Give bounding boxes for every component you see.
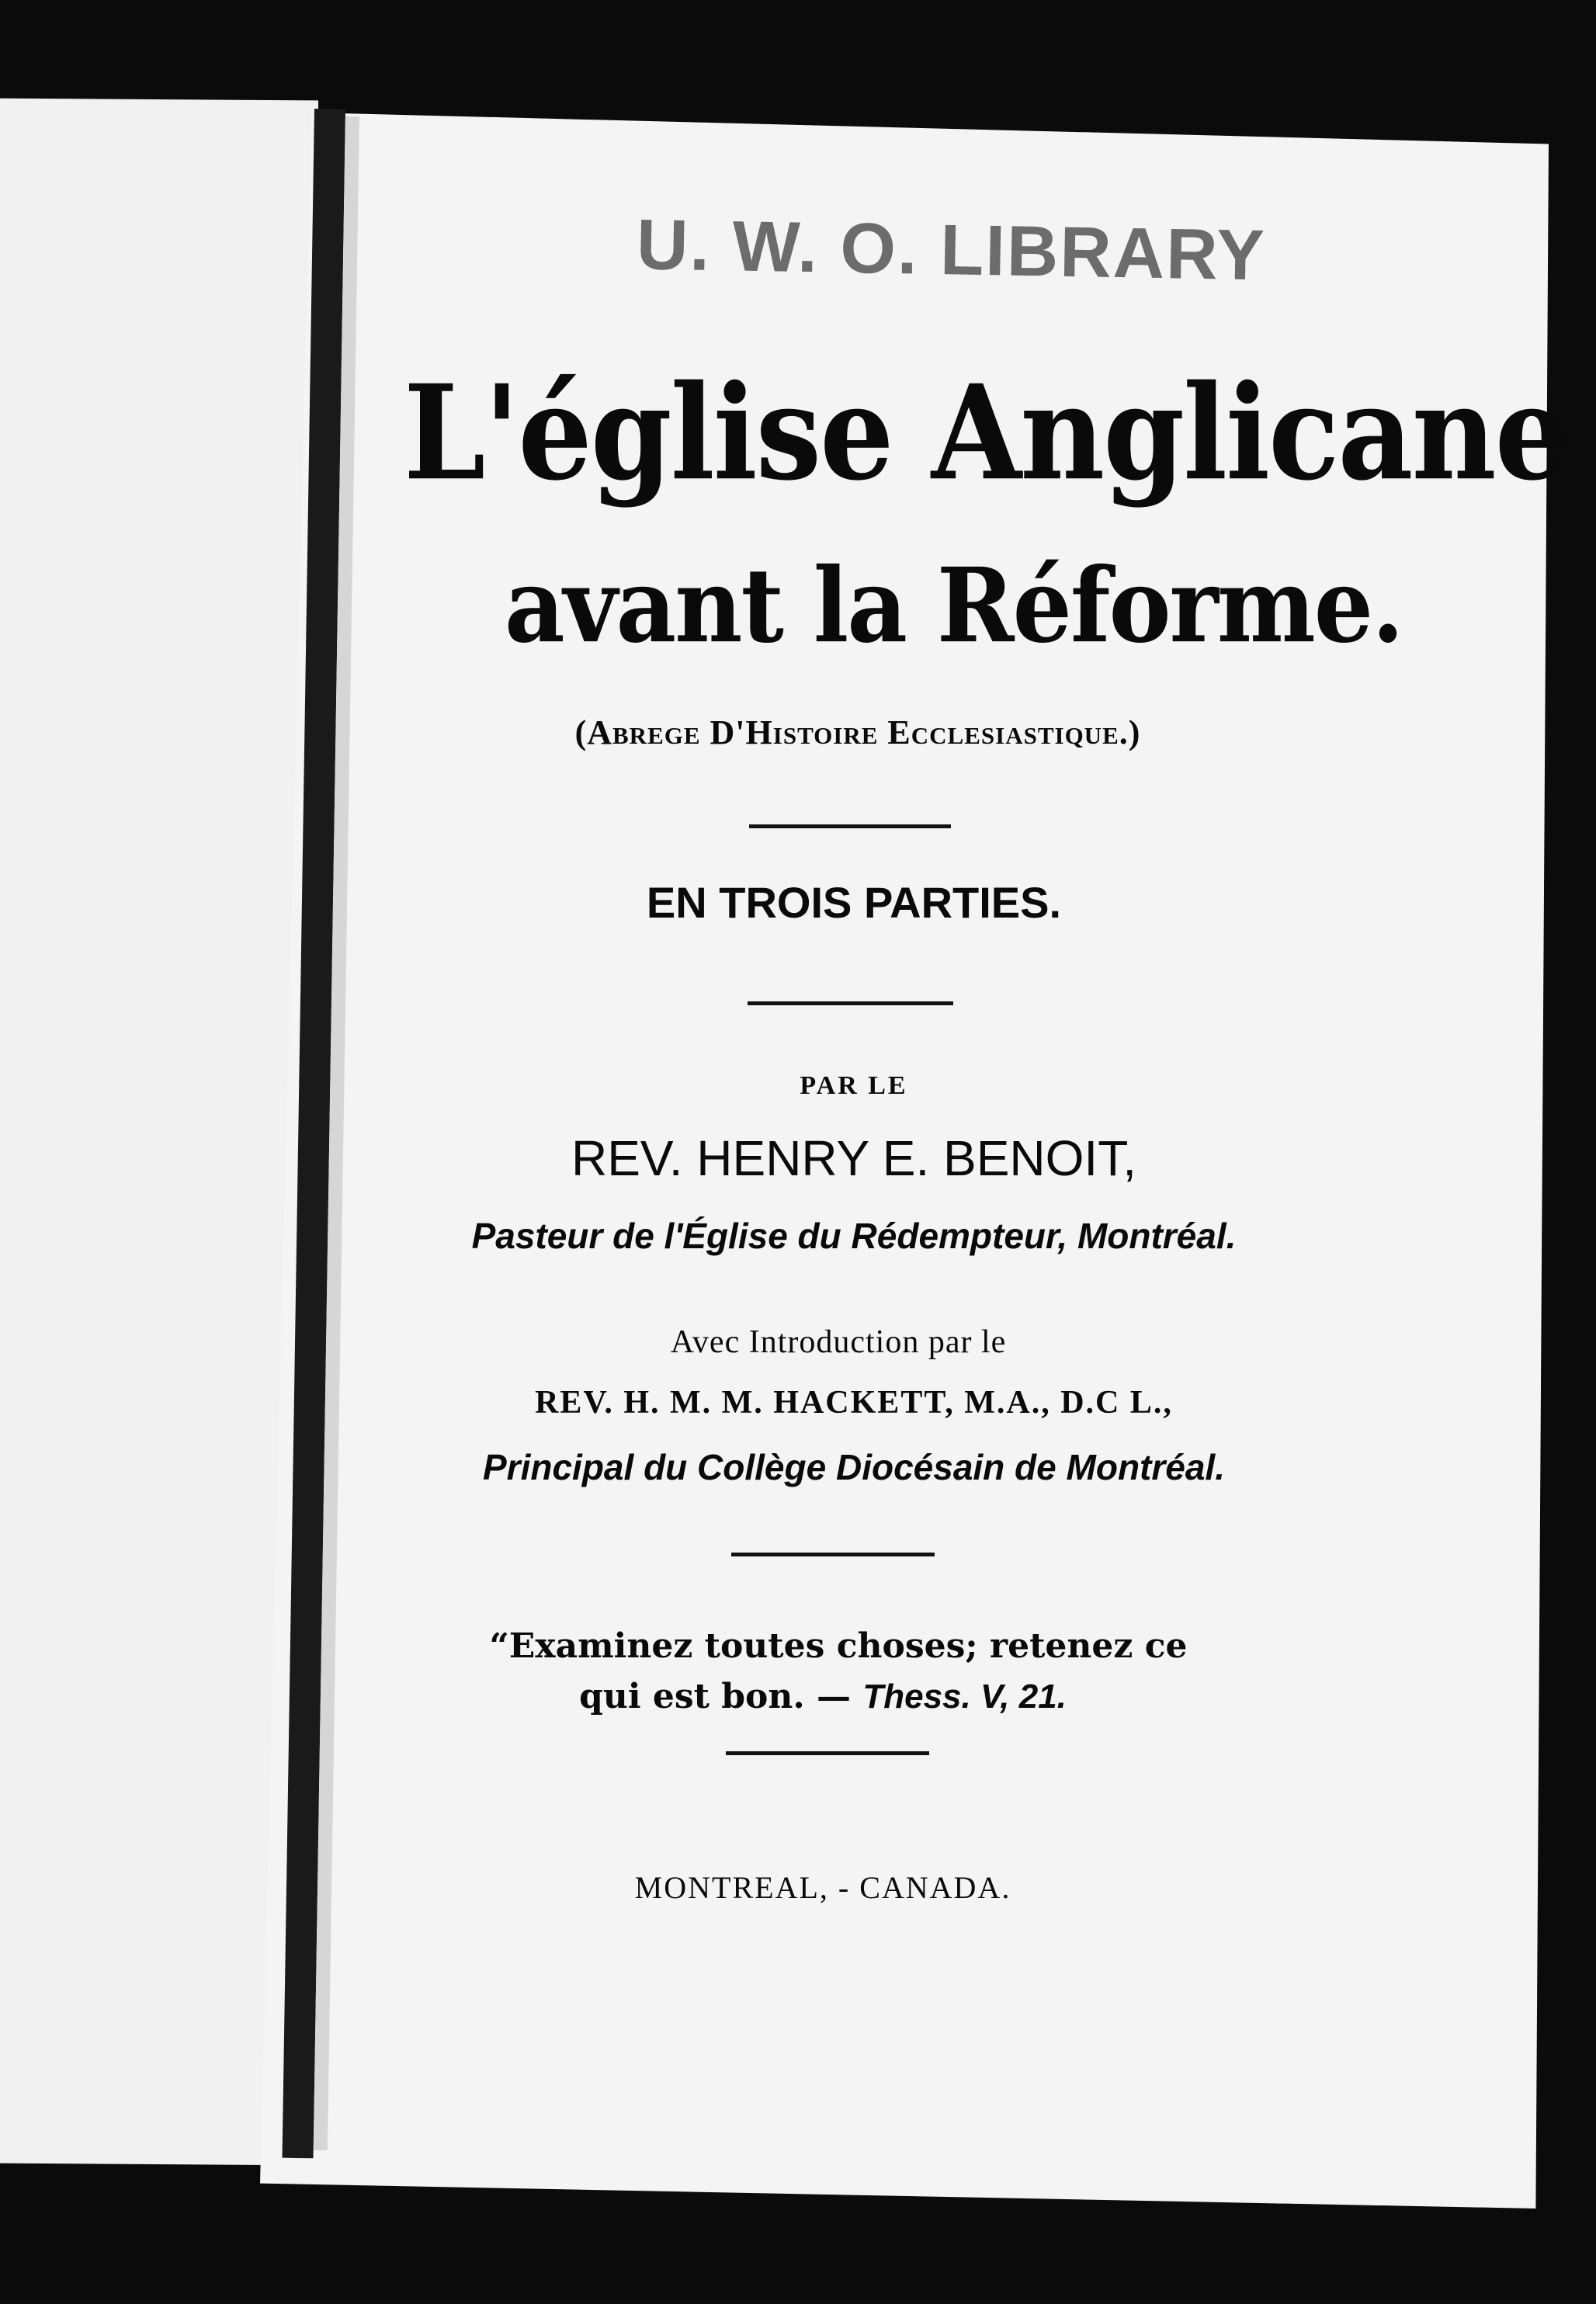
author-role: Pasteur de l'Église du Rédempteur, Montréal. (471, 1216, 1237, 1256)
library-stamp: U. W. O. LIBRARY (636, 205, 1267, 296)
imprint: MONTREAL, - CANADA. (634, 1870, 1011, 1905)
author-name: REV. HENRY E. BENOIT, (571, 1130, 1136, 1186)
epigraph-text: qui est bon. — (579, 1677, 852, 1716)
divider-rule (748, 1001, 953, 1005)
epigraph-reference: Thess. V, 21. (862, 1678, 1067, 1716)
divider-rule (726, 1751, 929, 1755)
title-line-1: L'église Anglicane (404, 356, 1568, 510)
introduction-role: Principal du Collège Diocésain de Montréal. (483, 1447, 1225, 1487)
introduction-label: Avec Introduction par le (670, 1324, 1007, 1360)
divider-rule (731, 1553, 935, 1556)
epigraph-line-1: “Examinez toutes choses; retenez ce (489, 1626, 1188, 1666)
title-line-2: avant la Réforme. (505, 545, 1403, 667)
parts-heading: EN TROIS PARTIES. (646, 878, 1062, 927)
epigraph-line-2 (543, 1677, 1102, 1716)
subtitle: (Abrege D'Histoire Ecclesiastique.) (574, 713, 1141, 751)
by-label: PAR LE (800, 1071, 908, 1100)
introduction-author: REV. H. M. M. HACKETT, M.A., D.C L., (535, 1385, 1173, 1421)
divider-rule (749, 824, 951, 828)
